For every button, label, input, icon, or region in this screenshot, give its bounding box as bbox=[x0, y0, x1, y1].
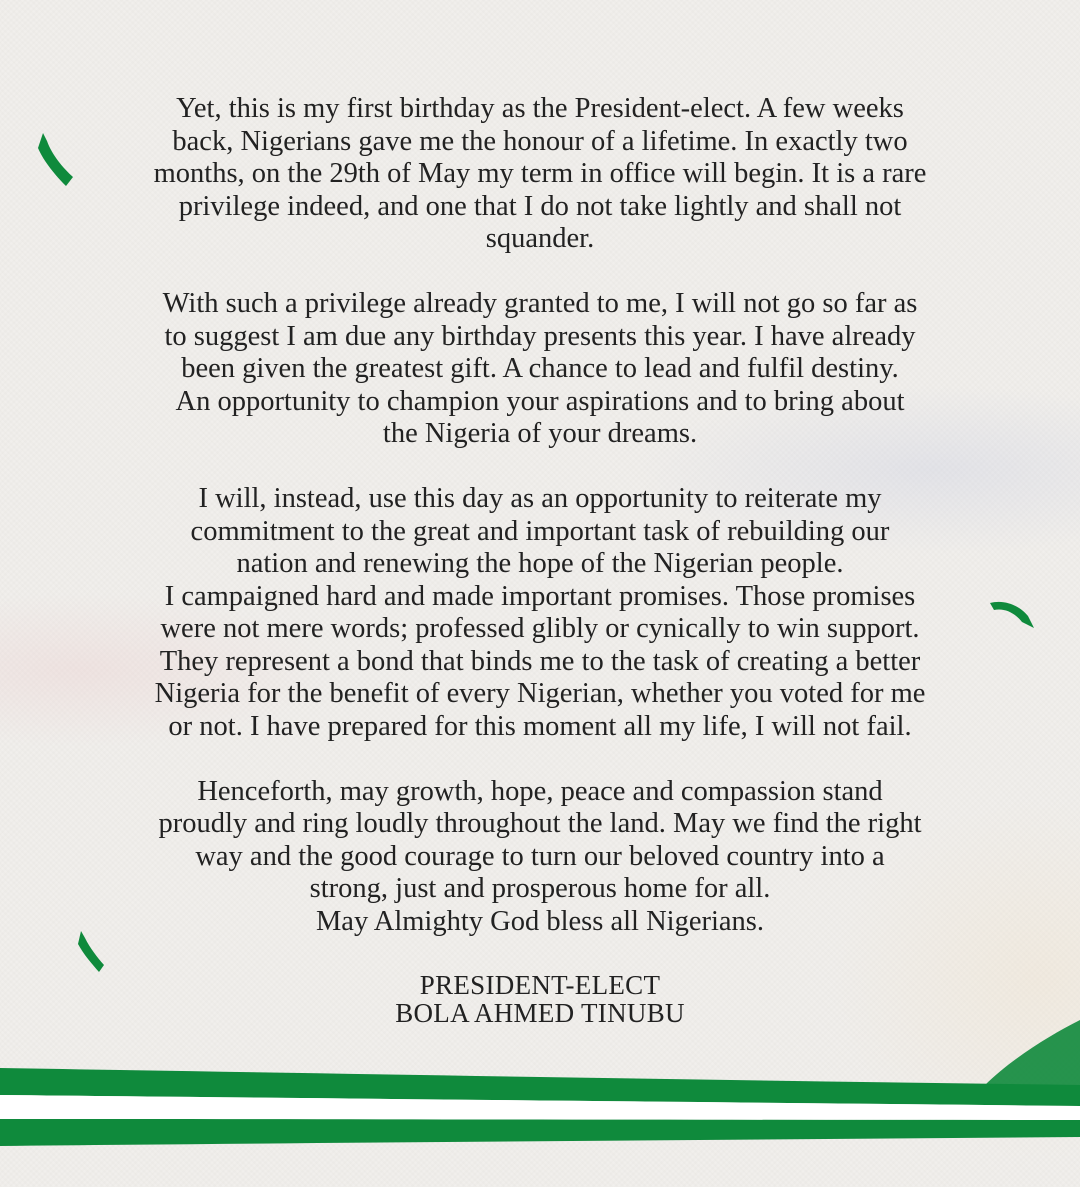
text-line: commitment to the great and important task of rebuilding our bbox=[190, 515, 890, 547]
text-line: to suggest I am due any birthday presents this year. I have already bbox=[164, 320, 916, 352]
text-line: Nigeria for the benefit of every Nigerian, whether you voted for me bbox=[154, 678, 926, 709]
text-line: squander. bbox=[485, 223, 595, 254]
text-line: May Almighty God bless all Nigerians. bbox=[315, 905, 765, 937]
text-line: I will, instead, use this day as an opportunity to reiterate my bbox=[198, 483, 882, 514]
paragraph-1 bbox=[100, 93, 980, 256]
text-line: Henceforth, may growth, hope, peace and compassion stand bbox=[197, 775, 883, 807]
birthday-letter bbox=[100, 93, 980, 1027]
text-line: months, on the 29th of May my term in office will begin. It is a rare bbox=[153, 158, 927, 189]
text-line: way and the good courage to turn our beloved country into a bbox=[195, 840, 885, 872]
signature-title: PRESIDENT-ELECT bbox=[419, 969, 661, 1000]
text-line: They represent a bond that binds me to the task of creating a better bbox=[159, 645, 921, 677]
text-line: An opportunity to champion your aspirations and to bring about bbox=[175, 385, 905, 417]
text-line: Yet, this is my first birthday as the President-elect. A few weeks bbox=[176, 93, 904, 124]
text-line: been given the greatest gift. A chance to lead and fulfil destiny. bbox=[181, 353, 899, 384]
text-line: privilege indeed, and one that I do not take lightly and shall not bbox=[178, 190, 902, 222]
text-line: proudly and ring loudly throughout the land. May we find the right bbox=[158, 808, 922, 839]
text-line: nation and renewing the hope of the Nigerian people. bbox=[236, 548, 844, 579]
paragraph-4 bbox=[100, 776, 980, 939]
text-line: or not. I have prepared for this moment all my life, I will not fail. bbox=[168, 710, 912, 742]
text-line: With such a privilege already granted to me, I will not go so far as bbox=[162, 288, 918, 319]
text-line: I campaigned hard and made important promises. Those promises bbox=[164, 580, 916, 612]
text-line: were not mere words; professed glibly or cynically to win support. bbox=[160, 613, 920, 644]
paragraph-2 bbox=[100, 288, 980, 451]
text-line: the Nigeria of your dreams. bbox=[382, 418, 698, 449]
signature-block bbox=[100, 971, 980, 1027]
text-line: back, Nigerians gave me the honour of a lifetime. In exactly two bbox=[172, 125, 908, 157]
text-line: strong, just and prosperous home for all. bbox=[309, 873, 771, 904]
paragraph-3 bbox=[100, 483, 980, 743]
signature-name: BOLA AHMED TINUBU bbox=[395, 997, 685, 1028]
